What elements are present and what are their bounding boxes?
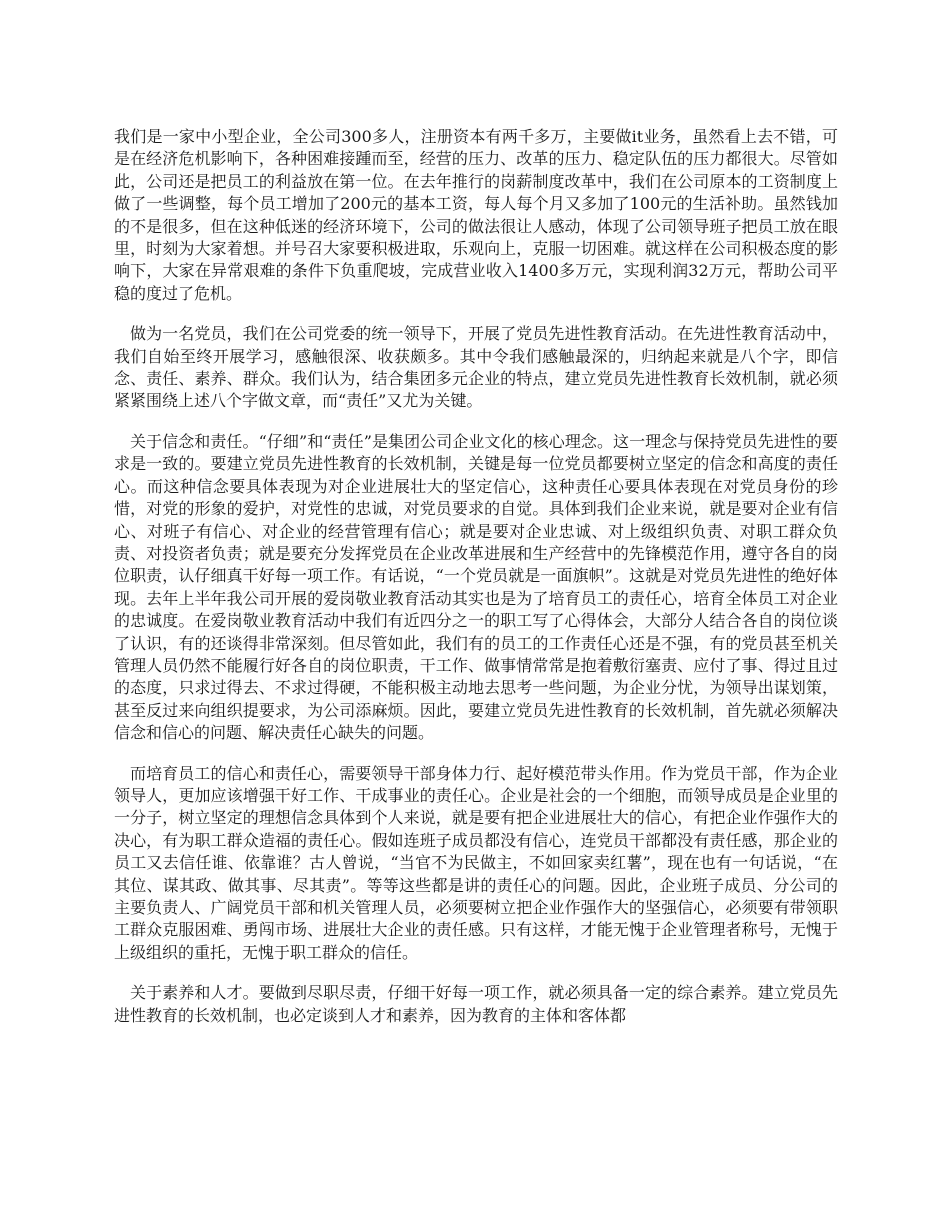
paragraph-leadership-example: 而培育员工的信心和责任心，需要领导干部身体力行、起好模范带头作用。作为党员干部，作为企业领导人，更加应该增强干好工作、干成事业的责任心。企业是社会的一个细胞，而领导成员是企业里的一分子，树立坚定的理想信念具体到个人来说，就是要有把企业进展壮大的信心，有把企业作强作大的决心，有为职工群众造福的责任心。假如连班子成员都没有信心，连党员干部都没有责任感，那企业的员工又去信任谁、依靠谁？古人曾说，“当官不为民做主，不如回家卖红薯”，现在也有一句话说，“在其位、谋其政、做其事、尽其责”。等等这些都是讲的责任心的问题。因此，企业班子成员、分公司的主要负责人、广阔党员干部和机关管理人员，必须要树立把企业作强作大的坚强信心，必须要有带领职工群众克服困难、勇闯市场、进展壮大企业的责任感。只有这样，才能无愧于企业管理者称号，无愧于上级组织的重托，无愧于职工群众的信任。 — [114, 763, 838, 962]
document-body — [114, 126, 838, 1045]
paragraph-belief-and-responsibility: 关于信念和责任。“仔细”和“责任”是集团公司企业文化的核心理念。这一理念与保持党员先进性的要求是一致的。要建立党员先进性教育的长效机制，关键是每一位党员都要树立坚定的信念和高度的责任心。而这种信念要具体表现为对企业进展壮大的坚定信心，这种责任心要具体表现在对党员身份的珍惜，对党的形象的爱护，对党性的忠诚，对党员要求的自觉。具体到我们企业来说，就是要对企业有信心、对班子有信心、对企业的经营管理有信心；就是要对企业忠诚、对上级组织负责、对职工群众负责、对投资者负责；就是要充分发挥党员在企业改革进展和生产经营中的先锋模范作用，遵守各自的岗位职责，认仔细真干好每一项工作。有话说，“一个党员就是一面旗帜”。这就是对党员先进性的绝好体现。去年上半年我公司开展的爱岗敬业教育活动其实也是为了培育员工的责任心，培育全体员工对企业的忠诚度。在爱岗敬业教育活动中我们有近四分之一的职工写了心得体会，大部分人结合各自的岗位谈了认识，有的还谈得非常深刻。但尽管如此，我们有的员工的工作责任心还是不强，有的党员甚至机关管理人员仍然不能履行好各自的岗位职责，干工作、做事情常常是抱着敷衍塞责、应付了事、得过且过的态度，只求过得去、不求过得硬，不能积极主动地去思考一些问题，为企业分忧，为领导出谋划策，甚至反过来向组织提要求，为公司添麻烦。因此，要建立党员先进性教育的长效机制，首先就必须解决信念和信心的问题、解决责任心缺失的问题。 — [114, 431, 838, 743]
paragraph-party-education: 做为一名党员，我们在公司党委的统一领导下，开展了党员先进性教育活动。在先进性教育活动中，我们自始至终开展学习，感触很深、收获颇多。其中令我们感触最深的，归纳起来就是八个字，即信念、责任、素养、群众。我们认为，结合集团多元企业的特点，建立党员先进性教育长效机制，就必须紧紧围绕上述八个字做文章，而“责任”又尤为关键。 — [114, 324, 838, 411]
paragraph-company-overview: 我们是一家中小型企业，全公司300多人，注册资本有两千多万，主要做it业务，虽然看上去不错，可是在经济危机影响下，各种困难接踵而至，经营的压力、改革的压力、稳定队伍的压力都很大。尽管如此，公司还是把员工的利益放在第一位。在去年推行的岗薪制度改革中，我们在公司原本的工资制度上做了一些调整，每个员工增加了200元的基本工资，每人每个月又多加了100元的生活补助。虽然钱加的不是很多，但在这种低迷的经济环境下，公司的做法很让人感动，体现了公司领导班子把员工放在眼里，时刻为大家着想。并号召大家要积极进取，乐观向上，克服一切困难。就这样在公司积极态度的影响下，大家在异常艰难的条件下负重爬坡，完成营业收入1400多万元，实现利润32万元，帮助公司平稳的度过了危机。 — [114, 127, 838, 303]
paragraph-quality-and-talent: 关于素养和人才。要做到尽职尽责，仔细干好每一项工作，就必须具备一定的综合素养。建立党员先进性教育的长效机制，也必定谈到人才和素养，因为教育的主体和客体都 — [114, 983, 838, 1025]
